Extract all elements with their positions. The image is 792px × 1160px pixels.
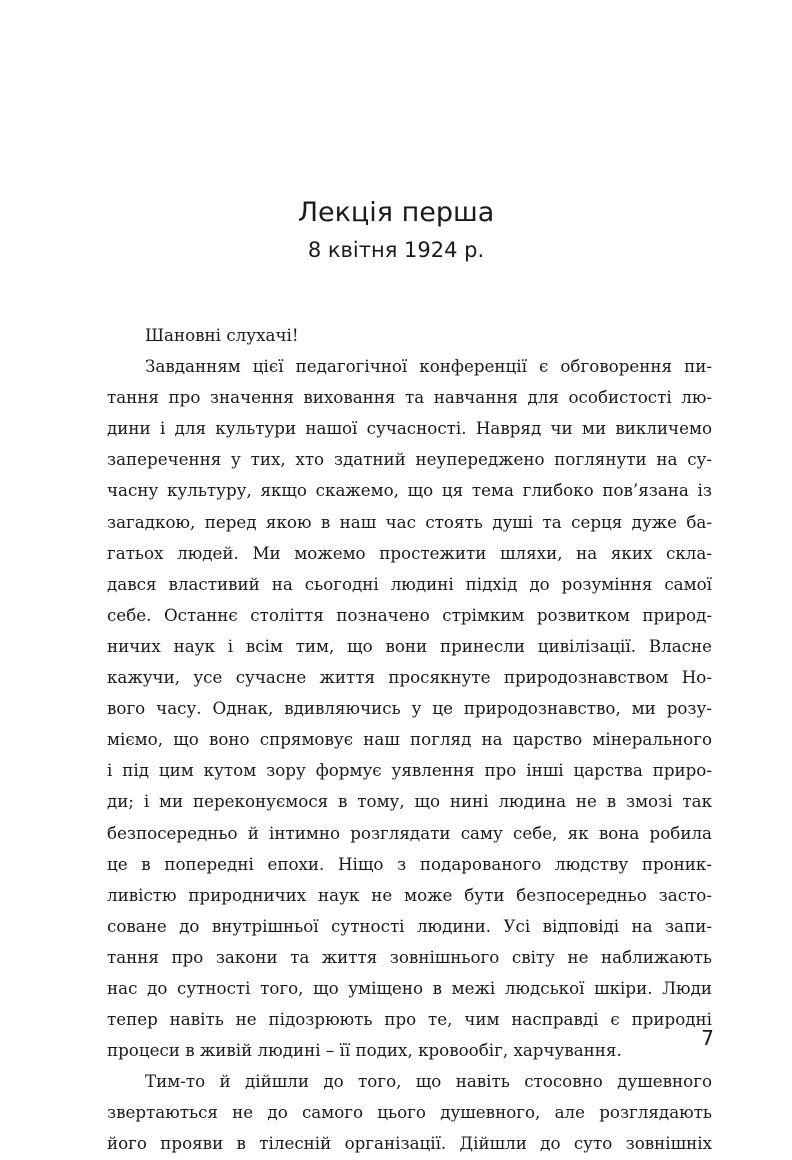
text-line: себе. Останнє століття позначено стрімким розвитком природ- <box>107 604 712 625</box>
salutation: Шановні слухачі! <box>145 325 299 345</box>
text-line: заперечення у тих, хто здатний неупереджено поглянути на су- <box>107 449 712 470</box>
text-line: Тим-то й дійшли до того, що навіть стосовно душевного <box>145 1071 712 1092</box>
text-line: дини і для культури нашої сучасності. Навряд чи ми викличемо <box>107 418 712 439</box>
text-line: ливістю природничих наук не може бути безпосередньо засто- <box>107 884 712 905</box>
lecture-heading <box>0 193 792 267</box>
text-line: дався властивий на сьогодні людині підхід до розуміння самої <box>107 573 712 594</box>
text-line: звертаються не до самого цього душевного, але розглядають <box>107 1102 712 1123</box>
text-line: ди; і ми переконуємося в тому, що нині людина не в змозі так <box>107 791 712 812</box>
text-line: міємо, що воно спрямовує наш погляд на царство мінерального <box>107 729 712 750</box>
lecture-title: Лекція перша <box>297 197 495 228</box>
text-line: загадкою, перед якою в наш час стоять душі та серця дуже ба- <box>107 511 712 532</box>
text-line: Завданням цієї педагогічної конференції є обговорення пи- <box>145 356 712 377</box>
text-line: часну культуру, якщо скажемо, що ця тема глибоко пов’язана із <box>107 480 712 501</box>
text-line: гатьох людей. Ми можемо простежити шляхи, на яких скла- <box>107 542 712 563</box>
text-line: процеси в живій людині – її подих, кровообіг, харчування. <box>107 1040 622 1061</box>
text-line: тання про закони та життя зовнішнього світу не наближають <box>107 946 712 967</box>
page-number: 7 <box>701 1026 714 1050</box>
text-line: його прояви в тілесній організації. Дійшли до суто зовнішніх <box>107 1133 712 1154</box>
lecture-text <box>107 320 712 1160</box>
text-line: безпосередньо й інтимно розглядати саму себе, як вона робила <box>107 822 712 843</box>
text-line: соване до внутрішньої сутності людини. Усі відповіді на запи- <box>107 915 712 936</box>
text-line: тання про значення виховання та навчання для особистості лю- <box>107 387 712 408</box>
text-line: тепер навіть не підозрюють про те, чим насправді є природні <box>107 1009 712 1030</box>
text-line: нас до сутності того, що уміщено в межі людської шкіри. Люди <box>107 977 712 998</box>
lecture-date: 8 квітня 1924 р. <box>307 238 485 262</box>
text-line: і під цим кутом зору формує уявлення про інші царства приро- <box>107 760 712 781</box>
text-line: вого часу. Однак, вдивляючись у це природознавство, ми розу- <box>107 698 712 719</box>
text-line: це в попередні епохи. Ніщо з подарованого людству проник- <box>107 853 712 874</box>
text-line: ничих наук і всім тим, що вони принесли цивілізації. Власне <box>107 635 712 656</box>
text-line: кажучи, усе сучасне життя просякнуте природознавством Но- <box>107 667 712 688</box>
